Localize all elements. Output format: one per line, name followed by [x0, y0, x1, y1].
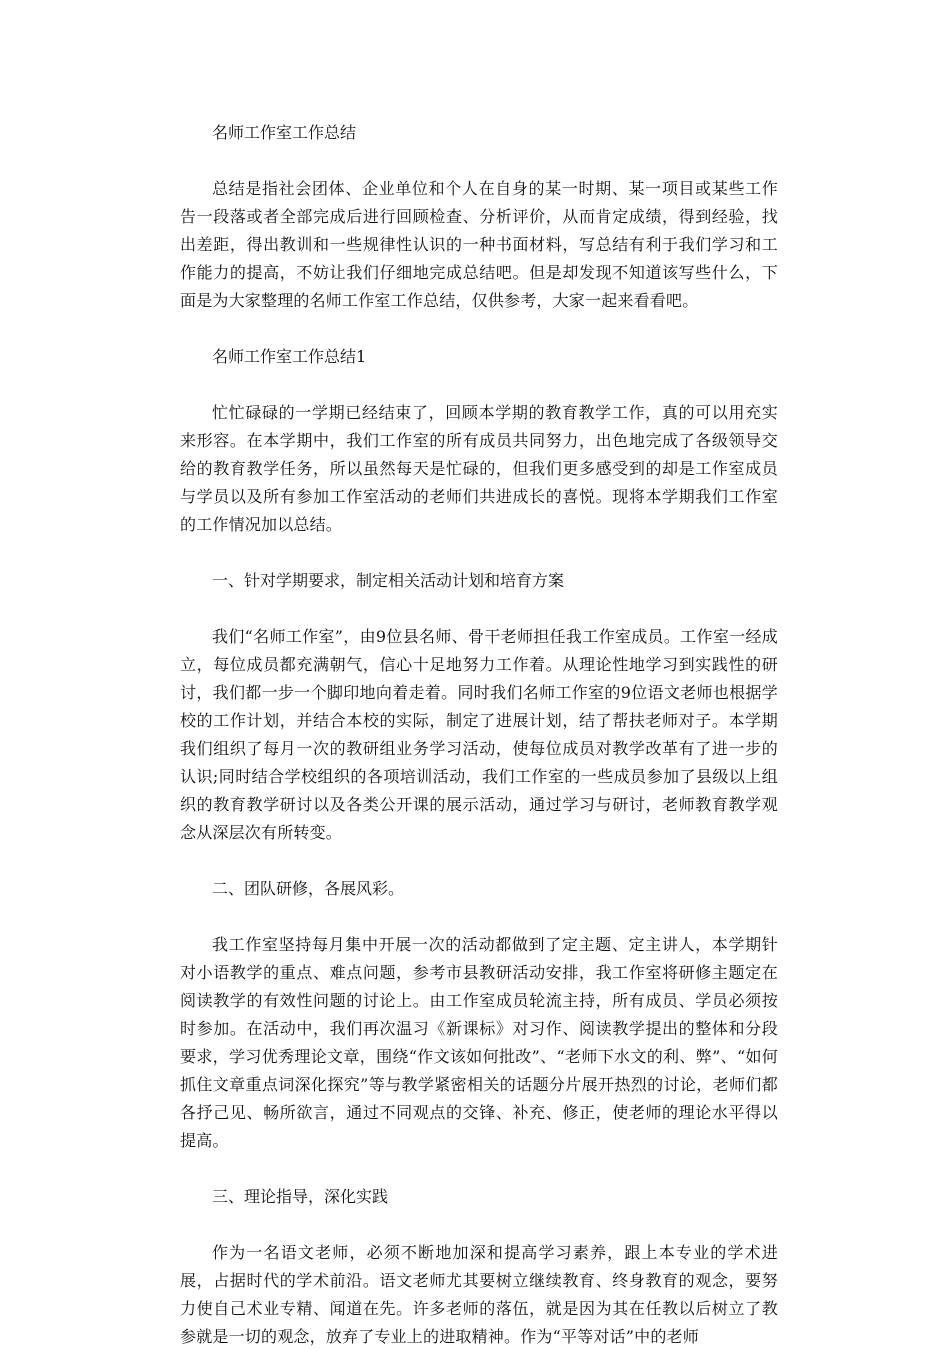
heading-1: 一、针对学期要求，制定相关活动计划和培育方案 — [212, 571, 565, 590]
spacer — [180, 595, 778, 623]
section-title: 名师工作室工作总结1 — [212, 347, 367, 366]
heading-3: 三、理论指导，深化实践 — [212, 1187, 389, 1206]
spacer — [180, 371, 778, 399]
spacer — [180, 847, 778, 875]
paragraph-1: 忙忙碌碌的一学期已经结束了，回顾本学期的教育教学工作，真的可以用充实来形容。在本学期中，我们工作室的所有成员共同努力，出色地完成了各级领导交给的教育教学任务，所以虽然每天是忙碌的，但我们更多感受到的却是工作室成员与学员以及所有参加工作室活动的老师们共进成长的喜悦。现将本学期我们工作室的工作情况加以总结。 — [180, 403, 778, 534]
spacer — [180, 1211, 778, 1239]
spacer — [180, 315, 778, 343]
spacer — [180, 539, 778, 567]
document-title: 名师工作室工作总结 — [212, 123, 357, 142]
document-body — [180, 119, 778, 1351]
spacer — [180, 903, 778, 931]
heading-2: 二、团队研修，各展风彩。 — [212, 879, 405, 898]
intro-paragraph: 总结是指社会团体、企业单位和个人在自身的某一时期、某一项目或某些工作告一段落或者全部完成后进行回顾检查、分析评价，从而肯定成绩，得到经验，找出差距，得出教训和一些规律性认识的一种书面材料，写总结有利于我们学习和工作能力的提高，不妨让我们仔细地完成总结吧。但是却发现不知道该写些什么，下面是为大家整理的名师工作室工作总结，仅供参考，大家一起来看看吧。 — [180, 179, 778, 310]
paragraph-4: 作为一名语文老师，必须不断地加深和提高学习素养，跟上本专业的学术进展，占据时代的学术前沿。语文老师尤其要树立继续教育、终身教育的观念，要努力使自己术业专精、闻道在先。许多老师的落伍，就是因为其在任教以后树立了教参就是一切的观念，放弃了专业上的进取精神。作为“平等对话”中的老师 — [180, 1243, 778, 1346]
spacer — [180, 1155, 778, 1183]
paragraph-2: 我们“名师工作室”，由9位县名师、骨干老师担任我工作室成员。工作室一经成立，每位成员都充满朝气，信心十足地努力工作着。从理论性地学习到实践性的研讨，我们都一步一个脚印地向着走着。同时我们名师工作室的9位语文老师也根据学校的工作计划，并结合本校的实际，制定了进展计划，结了帮扶老师对子。本学期我们组织了每月一次的教研组业务学习活动，使每位成员对教学改革有了进一步的认识;同时结合学校组织的各项培训活动，我们工作室的一些成员参加了县级以上组织的教育教学研讨以及各类公开课的展示活动，通过学习与研讨，老师教育教学观念从深层次有所转变。 — [180, 627, 778, 842]
spacer — [180, 147, 778, 175]
paragraph-3: 我工作室坚持每月集中开展一次的活动都做到了定主题、定主讲人，本学期针对小语教学的重点、难点问题，参考市县教研活动安排，我工作室将研修主题定在阅读教学的有效性问题的讨论上。由工作室成员轮流主持，所有成员、学员必须按时参加。在活动中，我们再次温习《新课标》对习作、阅读教学提出的整体和分段要求，学习优秀理论文章，围绕“作文该如何批改”、“老师下水文的利、弊”、“如何抓住文章重点词深化探究”等与教学紧密相关的话题分片展开热烈的讨论，老师们都各抒己见、畅所欲言，通过不同观点的交锋、补充、修正，使老师的理论水平得以提高。 — [180, 935, 778, 1150]
